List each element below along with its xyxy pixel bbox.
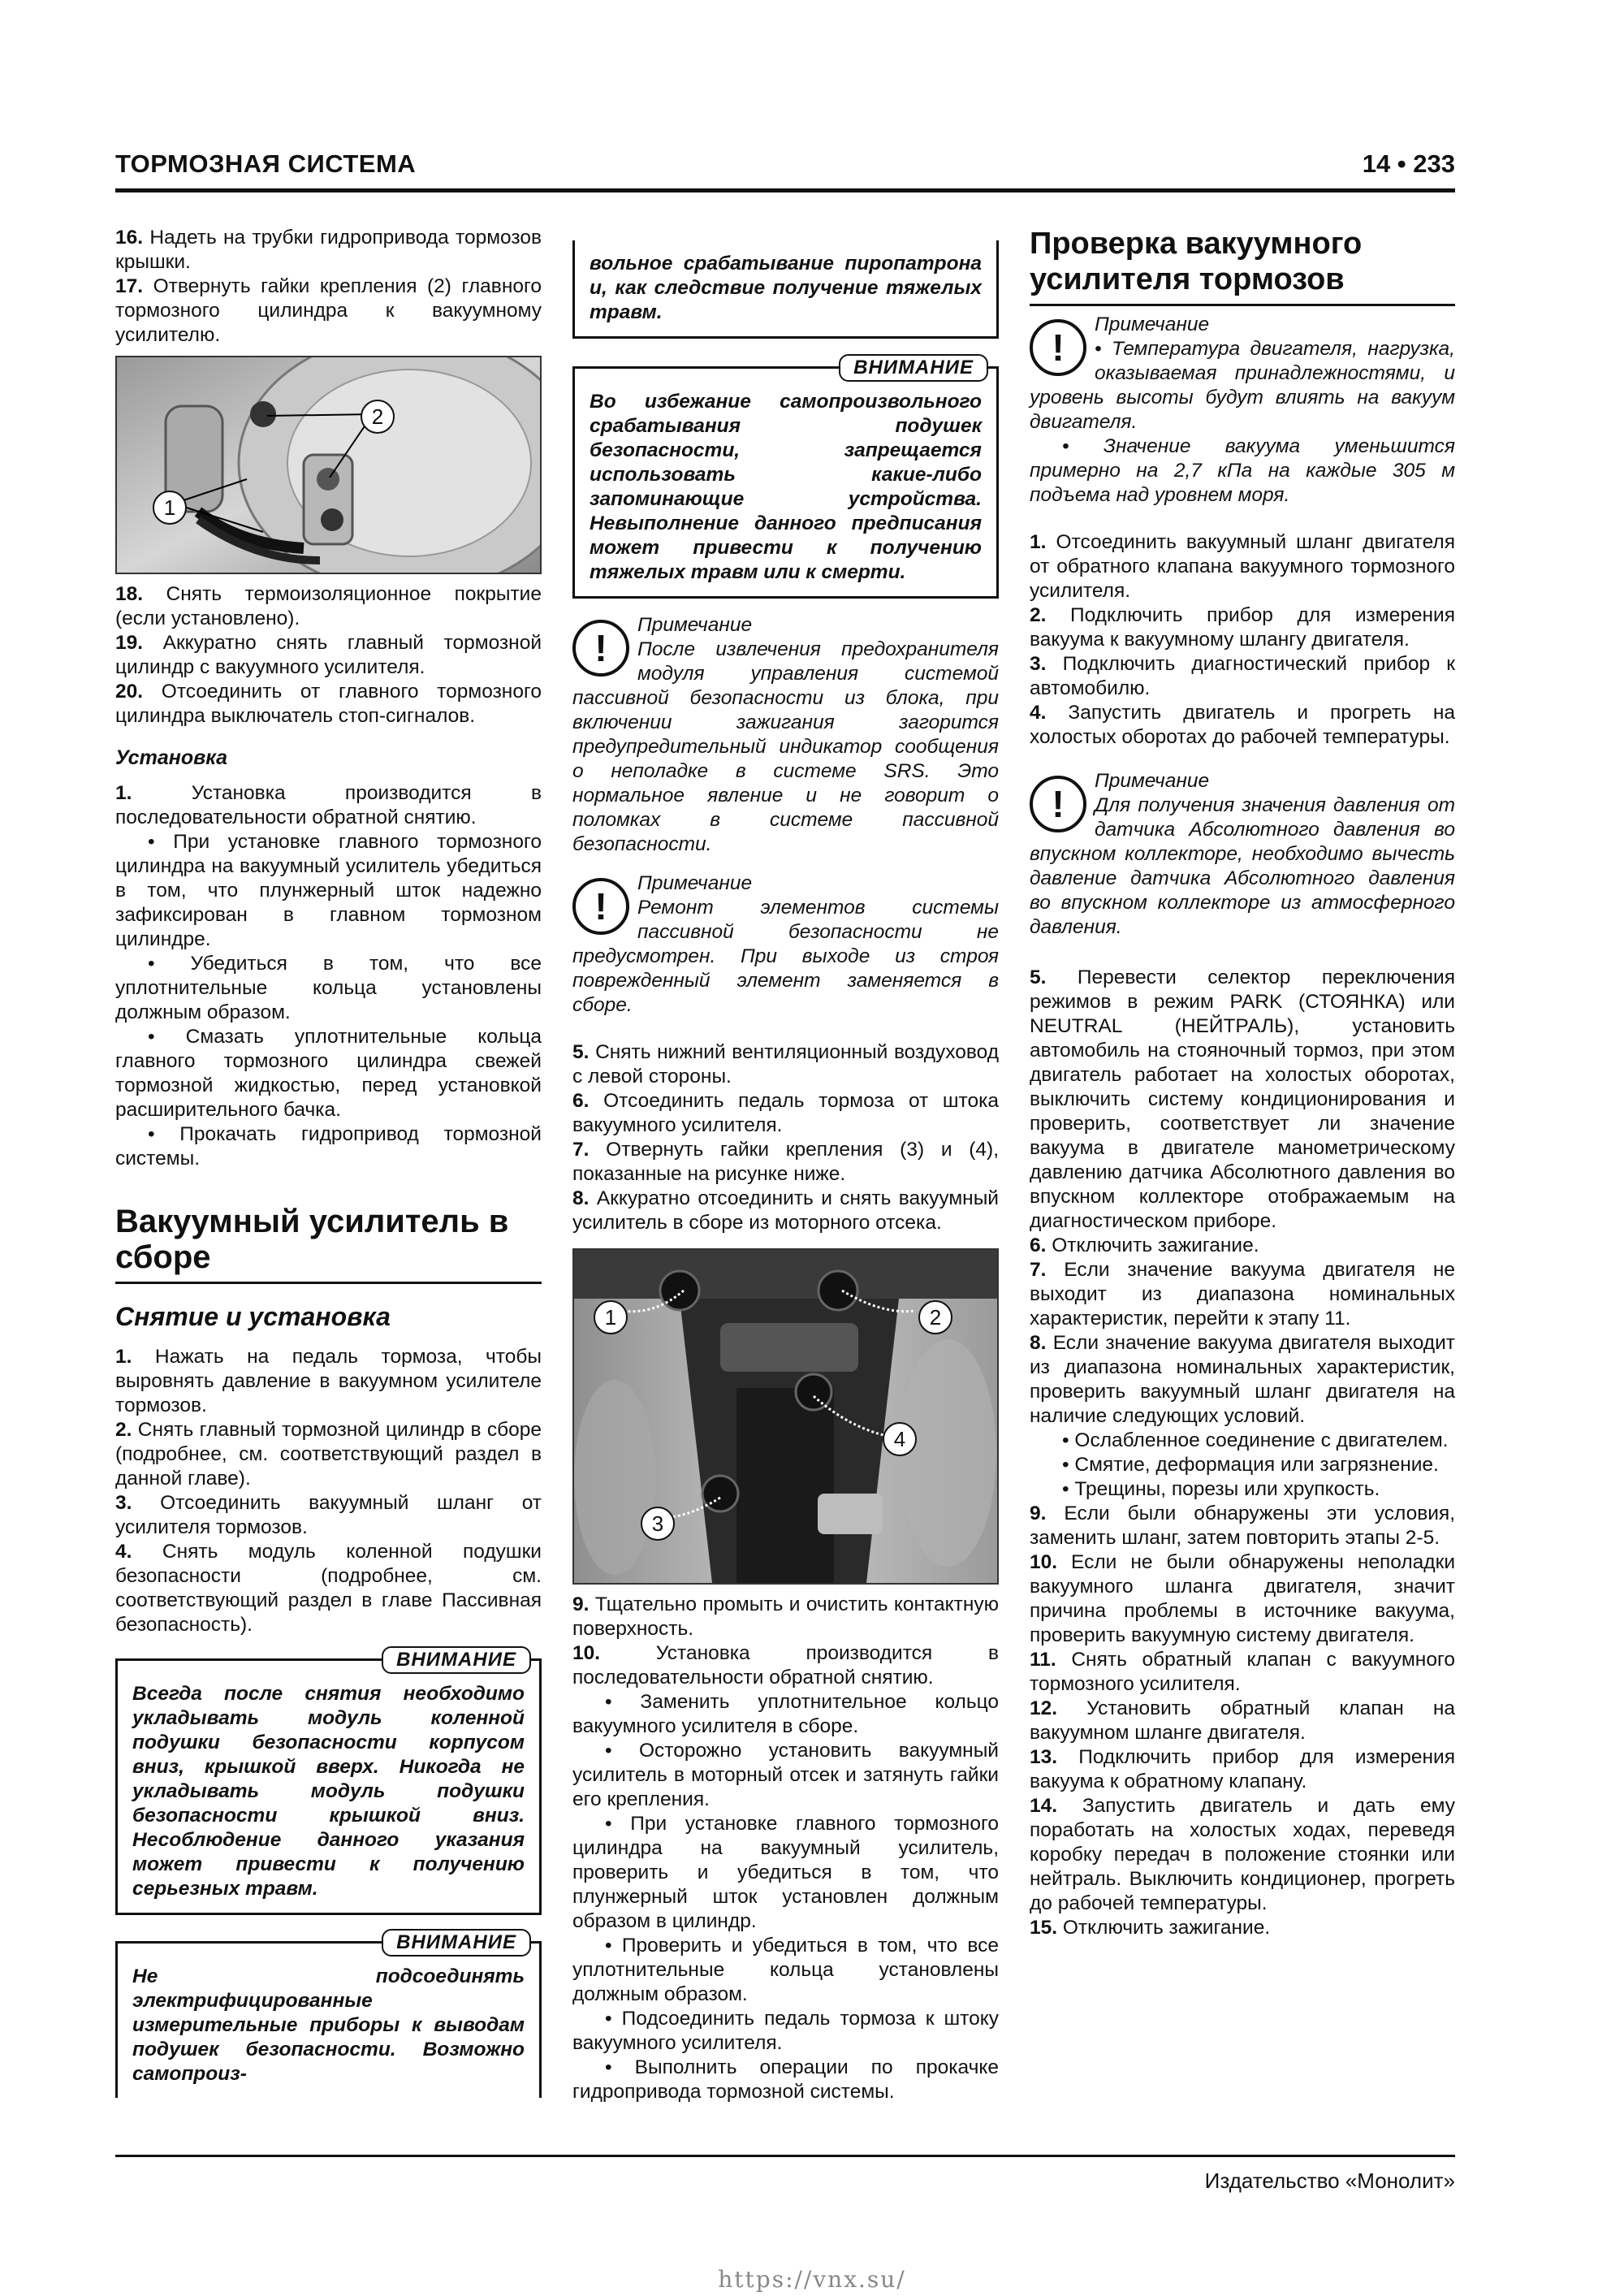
bullet: • Смазать уплотнительные кольца главного тормозного цилиндра свежей тормозной жидкостью, перед установкой расширительного бачка. xyxy=(115,1026,542,1121)
step: 8. Аккуратно отсоединить и снять вакуумный усилитель в сборе из моторного отсека. xyxy=(572,1187,999,1234)
callout-1: 1 xyxy=(594,1300,628,1334)
warning-label: ВНИМАНИЕ xyxy=(382,1646,531,1674)
step: 10. Установка производится в последовательности обратной снятию. xyxy=(572,1642,1000,1688)
step: 5. Снять нижний вентиляционный воздуховод с левой стороны. xyxy=(572,1041,999,1087)
bullet: • Осторожно установить вакуумный усилитель в моторный отсек и затянуть гайки его крепления. xyxy=(572,1740,999,1810)
step: 6. Отключить зажигание. xyxy=(1030,1234,1259,1256)
step: 11. Снять обратный клапан с вакуумного тормозного усилителя. xyxy=(1030,1649,1455,1695)
step: 8. Если значение вакуума двигателя выходит из диапазона номинальных характеристик, проверить вакуумный шланг двигателя на наличие следующих условий. xyxy=(1030,1332,1456,1427)
step: 1. Отсоединить вакуумный шланг двигателя от обратного клапана вакуумного тормозного усилителя. xyxy=(1030,531,1455,602)
exclamation-icon: ! xyxy=(572,620,629,677)
figure-master-cylinder xyxy=(115,356,542,574)
step: 20. Отсоединить от главного тормозного цилиндра выключатель стоп-сигналов. xyxy=(115,681,542,727)
step: 14. Запустить двигатель и дать ему поработать на холостых ходах, переведя коробку передач в положение стоянки или нейтраль. Выключить кондиционер, прогреть до рабочей температуры. xyxy=(1030,1795,1456,1914)
callout-4: 4 xyxy=(883,1422,917,1456)
step: 4. Снять модуль коленной подушки безопасности (подробнее, см. соответствующий раздел в главе Пассивная безопасность). xyxy=(115,1541,542,1636)
warning-box xyxy=(115,1649,542,1915)
callout-2: 2 xyxy=(918,1300,952,1334)
warning-text: вольное срабатывание пиропатрона и, как следствие получение тяжелых травм. xyxy=(590,253,982,323)
exclamation-icon: ! xyxy=(1030,319,1086,376)
note-text: Для получения значения давления от датчика Абсолютного давления во впускном коллекторе, необходимо вычесть давление датчика Абсолютного давления во впускном коллекторе из атмосферного давления. xyxy=(1030,794,1455,938)
step: 12. Установить обратный клапан на вакуумном шланге двигателя. xyxy=(1030,1697,1455,1744)
warning-text: Во избежание самопроизвольного срабатывания подушек безопасности, запрещается использовать какие-либо запоминающие устройства. Невыполнение данного предписания может привести к получению тяжелых травм или к смерти. xyxy=(590,391,982,583)
note xyxy=(572,871,999,1018)
step: 6. Отсоединить педаль тормоза от штока вакуумного усилителя. xyxy=(572,1090,1000,1136)
warning-box xyxy=(115,1931,542,2098)
note-bullet: • Значение вакуума уменьшится примерно на 2,7 кПа на каждые 305 м подъема над уровнем моря. xyxy=(1030,435,1455,506)
section-title: Вакуумный усилитель в сборе xyxy=(115,1204,542,1284)
step: 18. Снять термоизоляционное покрытие (если установлено). xyxy=(115,583,542,629)
note xyxy=(1030,769,1455,940)
step: 4. Запустить двигатель и прогреть на холостых оборотах до рабочей температуры. xyxy=(1030,702,1455,748)
subheading-install: Установка xyxy=(115,746,228,769)
step: 3. Подключить диагностический прибор к автомобилю. xyxy=(1030,653,1455,699)
warning-label: ВНИМАНИЕ xyxy=(382,1929,531,1957)
page-number: 14 • 233 xyxy=(1362,149,1455,178)
note-title: Примечание xyxy=(1095,770,1210,792)
column-2 xyxy=(572,240,999,2104)
bullet: • Заменить уплотнительное кольцо вакуумного усилителя в сборе. xyxy=(572,1691,999,1737)
callout-2: 2 xyxy=(361,400,395,434)
step: 15. Отключить зажигание. xyxy=(1030,1917,1271,1939)
warning-box xyxy=(572,357,999,599)
bullet: • Проверить и убедиться в том, что все уплотнительные кольца установлены должным образом. xyxy=(572,1935,999,2005)
bullet: • Подсоединить педаль тормоза к штоку вакуумного усилителя. xyxy=(572,2008,999,2054)
step: 16. Надеть на трубки гидропривода тормозов крышки. xyxy=(115,227,542,273)
note-title: Примечание xyxy=(1095,313,1210,335)
step: 19. Аккуратно снять главный тормозной цилиндр с вакуумного усилителя. xyxy=(115,632,542,678)
note xyxy=(1030,313,1455,508)
step: 10. Если не были обнаружены неполадки вакуумного шланга двигателя, значит причина проблемы в источнике вакуума, проверить вакуумную систему двигателя. xyxy=(1030,1551,1456,1646)
master-cylinder-photo xyxy=(117,357,542,573)
step: 2. Подключить прибор для измерения вакуума к вакуумному шлангу двигателя. xyxy=(1030,604,1455,651)
note-bullet: • Температура двигателя, нагрузка, оказываемая принадлежностями, и уровень высоты будут влиять на вакуум двигателя. xyxy=(1030,338,1455,433)
bullet: • Трещины, порезы или хрупкость. xyxy=(1062,1478,1380,1500)
callout-1: 1 xyxy=(153,491,187,525)
figure-booster-mounting xyxy=(572,1248,999,1585)
subsection-title: Снятие и установка xyxy=(115,1302,391,1331)
note-text: Ремонт элементов системы пассивной безопасности не предусмотрен. При выходе из строя поврежденный элемент заменяется в сборе. xyxy=(572,897,999,1016)
publisher-footer: Издательство «Монолит» xyxy=(1204,2168,1455,2193)
note xyxy=(572,613,999,857)
column-3 xyxy=(1030,226,1455,1940)
bullet: • При установке главного тормозного цилиндра на вакуумный усилитель убедиться в том, что плунжерный шток надежно зафиксирован в главном тормозном цилиндре. xyxy=(115,831,542,950)
warning-label: ВНИМАНИЕ xyxy=(839,354,988,382)
step: 3. Отсоединить вакуумный шланг от усилителя тормозов. xyxy=(115,1492,542,1538)
section-title: Проверка вакуумного усилителя тормозов xyxy=(1030,226,1455,306)
bullet: • При установке главного тормозного цилиндра на вакуумный усилитель, проверить и убедиться в том, что плунжерный шток установлен должным образом в цилиндр. xyxy=(572,1813,999,1932)
warning-text: Не подсоединять электрифицированные измерительные приборы к выводам подушек безопасности. Возможно самопроиз- xyxy=(132,1965,525,2085)
step: 13. Подключить прибор для измерения вакуума к обратному клапану. xyxy=(1030,1746,1455,1792)
step: 9. Если были обнаружены эти условия, заменить шланг, затем повторить этапы 2-5. xyxy=(1030,1503,1455,1549)
watermark-url[interactable]: https://vnx.su/ xyxy=(718,2266,906,2293)
header-rule xyxy=(115,188,1455,192)
step: 7. Отвернуть гайки крепления (3) и (4), показанные на рисунке ниже. xyxy=(572,1139,999,1185)
callout-3: 3 xyxy=(641,1507,675,1541)
note-title: Примечание xyxy=(637,614,753,636)
chapter-title: ТОРМОЗНАЯ СИСТЕМА xyxy=(115,149,417,178)
step: 5. Перевести селектор переключения режимов в режим PARK (СТОЯНКА) или NEUTRAL (НЕЙТРАЛЬ), установить автомобиль на стояночный тормоз, при этом двигатель работает на холостых оборотах, выключить систему кондиционирования и проверить, соответствует ли значение вакуума в двигателе манометрическому давлению датчика Абсолютного давления во впускном коллекторе отображаемым на диагностическом приборе. xyxy=(1030,966,1455,1232)
step: 7. Если значение вакуума двигателя не выходит из диапазона номинальных характеристик, перейти к этапу 11. xyxy=(1030,1259,1456,1330)
footer-rule xyxy=(115,2155,1455,2157)
exclamation-icon: ! xyxy=(1030,776,1086,832)
column-1 xyxy=(115,226,542,2109)
bullet: • Выполнить операции по прокачке гидропривода тормозной системы. xyxy=(572,2056,999,2103)
step: 17. Отвернуть гайки крепления (2) главного тормозного цилиндра к вакуумному усилителю. xyxy=(115,275,542,346)
note-title: Примечание xyxy=(637,872,753,894)
bullet: • Прокачать гидропривод тормозной системы. xyxy=(115,1123,542,1170)
step: 1. Нажать на педаль тормоза, чтобы выровнять давление в вакуумном усилителе тормозов. xyxy=(115,1346,542,1416)
bullet: • Убедиться в том, что все уплотнительные кольца установлены должным образом. xyxy=(115,953,542,1023)
step: 9. Тщательно промыть и очистить контактную поверхность. xyxy=(572,1593,1000,1640)
step: 2. Снять главный тормозной цилиндр в сборе (подробнее, см. соответствующий раздел в данной главе). xyxy=(115,1419,542,1490)
warning-text: Всегда после снятия необходимо укладывать модуль коленной подушки безопасности корпусом вниз, крышкой вверх. Никогда не укладывать модуль подушки безопасности крышкой вниз. Несоблюдение данного указания может привести к получению серьезных травм. xyxy=(132,1683,525,1900)
bullet: • Ослабленное соединение с двигателем. xyxy=(1062,1429,1449,1451)
step: 1. Установка производится в последовательности обратной снятию. xyxy=(115,782,542,828)
exclamation-icon: ! xyxy=(572,878,629,935)
bullet: • Смятие, деформация или загрязнение. xyxy=(1062,1454,1439,1476)
page-header xyxy=(115,146,1455,187)
note-text: После извлечения предохранителя модуля управления системой пассивной безопасности из блока, при включении зажигания загорится предупредительный индикатор сообщения о неполадке в системе SRS. Это нормальное явление и не говорит о поломках в системе пассивной безопасности. xyxy=(572,638,999,855)
warning-continuation xyxy=(572,240,999,339)
